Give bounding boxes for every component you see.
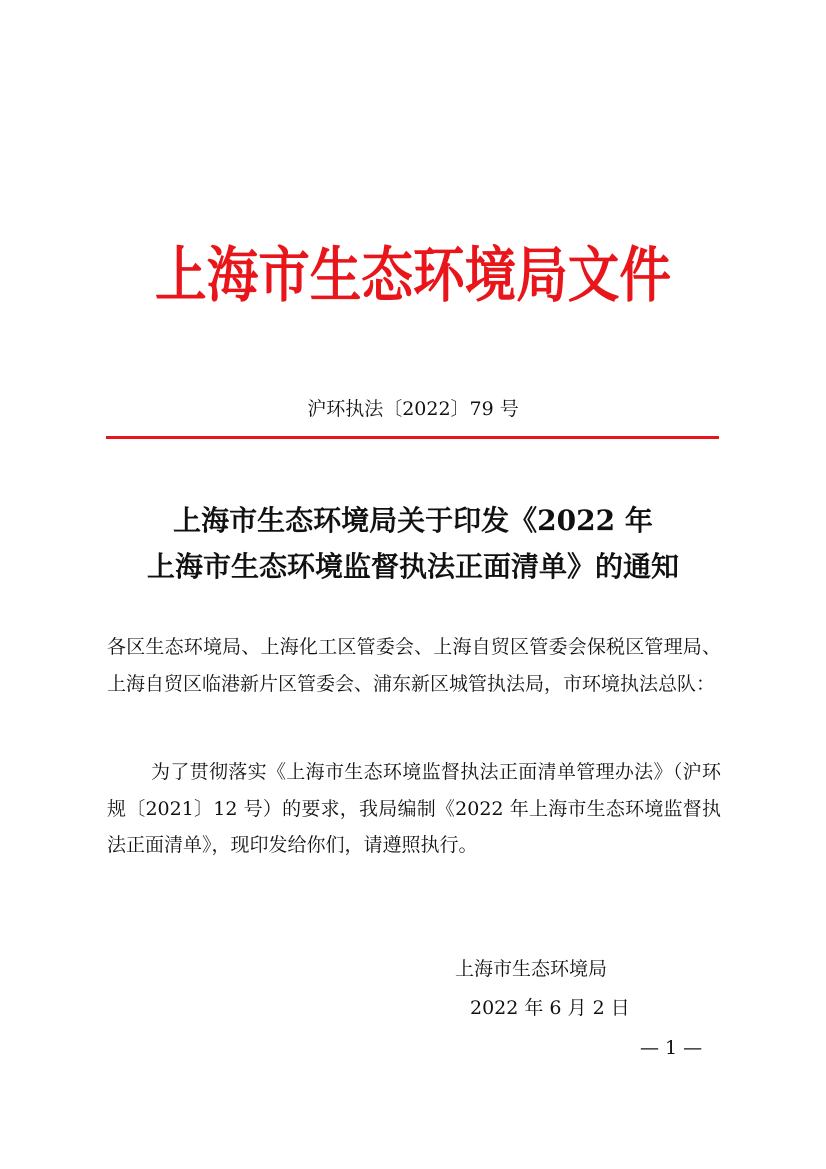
page-number: — 1 — (640, 1037, 703, 1059)
signature-organization: 上海市生态环境局 (455, 958, 608, 980)
addressee-paragraph: 各区生态环境局、上海化工区管委会、上海自贸区管委会保税区管理局、上海自贸区临港新片区管委会、浦东新区城管执法局，市环境执法总队： (107, 636, 721, 695)
body-paragraph: 为了贯彻落实《上海市生态环境监督执法正面清单管理办法》（沪环规〔2021〕12 号）的要求，我局编制《2022 年上海市生态环境监督执法正面清单》，现印发给你们，请遵照执行。 (107, 761, 721, 856)
signature-date: 2022 年 6 月 2 日 (470, 997, 630, 1019)
red-divider-line (106, 436, 719, 439)
document-number: 沪环执法〔2022〕79 号 (307, 398, 519, 420)
letterhead-title: 上海市生态环境局文件 (155, 241, 671, 311)
notice-title-line-2: 上海市生态环境监督执法正面清单》的通知 (146, 550, 679, 583)
notice-title-line-1: 上海市生态环境局关于印发《2022 年 (173, 504, 653, 537)
